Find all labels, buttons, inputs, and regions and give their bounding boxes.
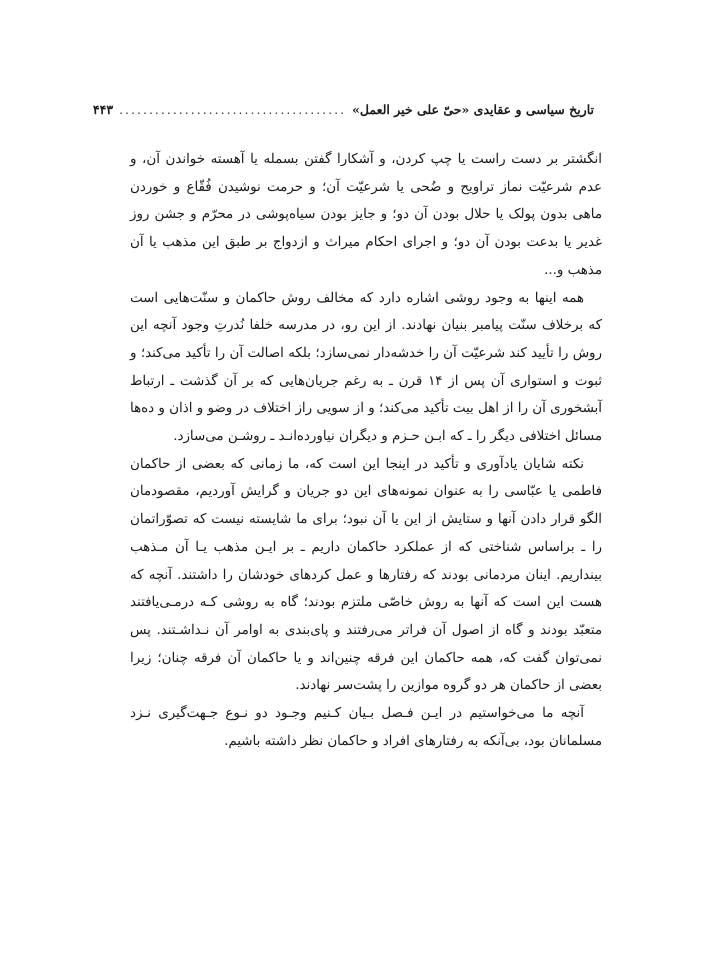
paragraph: همه اینها به وجود روشی اشاره دارد که مخالف روش حاکمان و سنّت‌هایی است که برخلاف سنّت پیامبر بنیان نهادند. از این رو، در مدرسه خلفا نُدرتِ وجود آنچه این روش را تأیید کند شرعیّت آن را خدشه‌دار نمی‌سازد؛ بلکه اصالت آن را تأکید می‌کند؛ و ثبوت و استواری آن پس از ۱۴ قرن ـ به رغم جریان‌هایی که بر آن گذشت ـ ارتباط آبشخوری آن را از اهل بیت تأکید می‌کند؛ و از سویی راز اختلاف در وضو و اذان و ده‌ها مسائل اختلافی دیگر را ـ که ابـن حـزم و دیگران نیاورده‌انـد ـ روشـن می‌سازد.: [130, 290, 603, 445]
paragraph: آنچه ما می‌خواستیم در ایـن فـصل بـیان کـنیم وجـود دو نـوع جـهت‌گیری نـزد مسلمانان بود، بی‌آنکه به رفتارهای افراد و حاکمان نظر داشته باشیم.: [130, 706, 602, 749]
body-text: [130, 146, 602, 755]
dot-leader: ......................................: [119, 101, 347, 117]
page-number: ۴۴۳: [92, 101, 114, 117]
paragraph: نکته شایان یادآوری و تأکید در اینجا این است که، ما زمانی که بعضی از حاکمان فاطمی یا عبّاسی را به عنوان نمونه‌های این دو جریان و گرایش آوردیم، مقصودمان الگو قرار دادن آنها و ستایش از این یا آن نبود؛ برای ما شایسته نیست که تصوّراتمان را ـ براساس شناختی که از عملکرد حاکمان داریم ـ بر ایـن مذهب یـا آن مـذهب بینداریم. اینان مردمانی بودند که رفتارها و عمل کردهای خودشان را داشتند. آنچه که هست این است که آنها به روش خاصّی ملتزم بودند؛ گاه به روشی کـه درمـی‌یافتند متعبّد بودند و گاه از اصول آن فراتر می‌رفتند و پای‌بندی به اوامر آن نـداشـتند. پس نمی‌توان گفت که، همه حاکمان این فرقه چنین‌اند و یا حاکمان آن فرقه چنان؛ زیرا بعضی از حاکمان هر دو گروه موازین را پشت‌سر نهادند.: [130, 456, 602, 694]
paragraph: انگشتر بر دست راست یا چپ کردن، و آشکارا گفتن بسمله یا آهسته خواندن آن، و عدم شرعیّت نماز تراویح و ضُحی یا شرعیّت آن؛ و حرمت نوشیدن فُقّاع و خوردن ماهی بدون پولک یا حلال بودن آن دو؛ و جایز بودن سیاه‌پوشی در محرّم و جشن روز غدیر یا بدعت بودن آن دو؛ و اجرای احکام میراث و ازدواج بر طبق این مذهب یا آن مذهب و...: [130, 152, 602, 278]
running-header: [92, 98, 594, 120]
running-title: تاریخ سیاسی و عقایدی «حیّ علی خیر العمل»: [352, 101, 594, 117]
